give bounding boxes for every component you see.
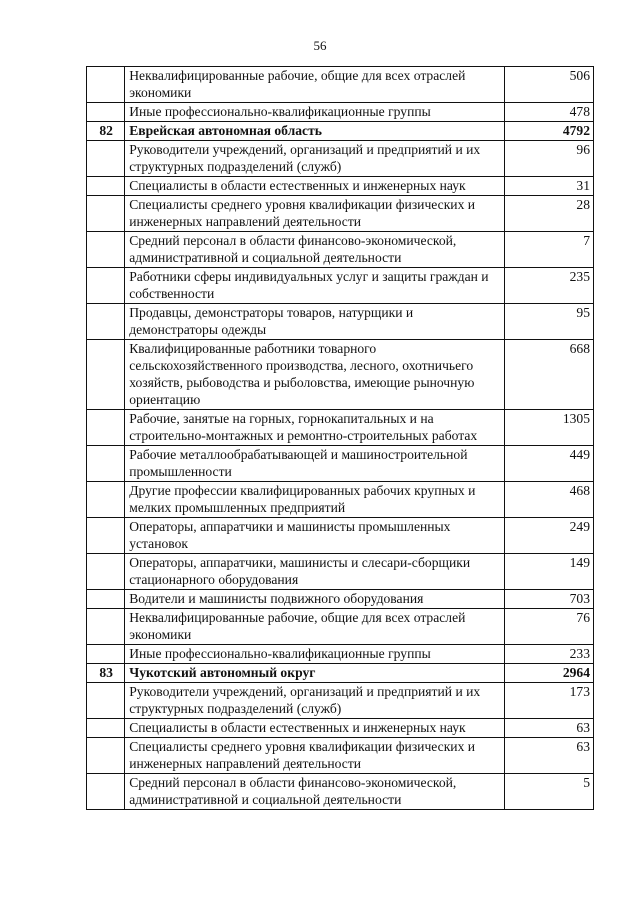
value-cell: 233 [505, 645, 594, 664]
row-number-cell [87, 518, 125, 554]
table-row [87, 446, 594, 482]
occupation-name-cell: Рабочие металлообрабатывающей и машиностроительной промышленности [125, 446, 505, 482]
row-number-cell [87, 304, 125, 340]
value-cell: 63 [505, 719, 594, 738]
row-number-cell: 82 [87, 122, 125, 141]
value-cell: 449 [505, 446, 594, 482]
table-row [87, 554, 594, 590]
table-body [87, 67, 594, 810]
table-row [87, 645, 594, 664]
table-row [87, 774, 594, 810]
occupation-name-cell: Специалисты в области естественных и инженерных наук [125, 719, 505, 738]
occupation-name-cell: Работники сферы индивидуальных услуг и защиты граждан и собственности [125, 268, 505, 304]
occupation-name-cell: Специалисты среднего уровня квалификации физических и инженерных направлений деятельности [125, 196, 505, 232]
table-row [87, 609, 594, 645]
value-cell: 5 [505, 774, 594, 810]
occupation-name-cell: Специалисты среднего уровня квалификации физических и инженерных направлений деятельности [125, 738, 505, 774]
region-row [87, 664, 594, 683]
value-cell: 1305 [505, 410, 594, 446]
table-row [87, 590, 594, 609]
value-cell: 7 [505, 232, 594, 268]
value-cell: 96 [505, 141, 594, 177]
occupation-table [86, 66, 594, 810]
value-cell: 468 [505, 482, 594, 518]
table-row [87, 410, 594, 446]
value-cell: 173 [505, 683, 594, 719]
row-number-cell [87, 177, 125, 196]
occupation-name-cell: Операторы, аппаратчики, машинисты и слесари-сборщики стационарного оборудования [125, 554, 505, 590]
value-cell: 2964 [505, 664, 594, 683]
row-number-cell [87, 554, 125, 590]
value-cell: 235 [505, 268, 594, 304]
row-number-cell [87, 67, 125, 103]
table-row [87, 683, 594, 719]
occupation-name-cell: Иные профессионально-квалификационные группы [125, 645, 505, 664]
occupation-name-cell: Руководители учреждений, организаций и предприятий и их структурных подразделений (служб) [125, 683, 505, 719]
value-cell: 76 [505, 609, 594, 645]
value-cell: 28 [505, 196, 594, 232]
row-number-cell [87, 340, 125, 410]
table-row [87, 232, 594, 268]
occupation-name-cell: Продавцы, демонстраторы товаров, натурщики и демонстраторы одежды [125, 304, 505, 340]
value-cell: 149 [505, 554, 594, 590]
occupation-name-cell: Еврейская автономная область [125, 122, 505, 141]
table-row [87, 67, 594, 103]
row-number-cell [87, 774, 125, 810]
table-row [87, 340, 594, 410]
occupation-name-cell: Иные профессионально-квалификационные группы [125, 103, 505, 122]
occupation-name-cell: Квалифицированные работники товарного сельскохозяйственного производства, лесного, охотничьего хозяйств, рыбоводства и рыболовства, имеющие рыночную ориентацию [125, 340, 505, 410]
row-number-cell [87, 268, 125, 304]
table-row [87, 268, 594, 304]
occupation-name-cell: Неквалифицированные рабочие, общие для всех отраслей экономики [125, 67, 505, 103]
value-cell: 668 [505, 340, 594, 410]
table-row [87, 141, 594, 177]
value-cell: 31 [505, 177, 594, 196]
table-row [87, 304, 594, 340]
row-number-cell [87, 410, 125, 446]
occupation-name-cell: Операторы, аппаратчики и машинисты промышленных установок [125, 518, 505, 554]
row-number-cell [87, 446, 125, 482]
page-number: 56 [313, 38, 327, 53]
row-number-cell [87, 683, 125, 719]
occupation-name-cell: Водители и машинисты подвижного оборудования [125, 590, 505, 609]
row-number-cell [87, 719, 125, 738]
value-cell: 506 [505, 67, 594, 103]
occupation-name-cell: Специалисты в области естественных и инженерных наук [125, 177, 505, 196]
row-number-cell [87, 103, 125, 122]
table-row [87, 177, 594, 196]
row-number-cell [87, 609, 125, 645]
occupation-name-cell: Руководители учреждений, организаций и предприятий и их структурных подразделений (служб) [125, 141, 505, 177]
occupation-name-cell: Неквалифицированные рабочие, общие для всех отраслей экономики [125, 609, 505, 645]
row-number-cell [87, 482, 125, 518]
table-row [87, 518, 594, 554]
value-cell: 703 [505, 590, 594, 609]
occupation-name-cell: Чукотский автономный округ [125, 664, 505, 683]
row-number-cell [87, 232, 125, 268]
region-row [87, 122, 594, 141]
table-row [87, 103, 594, 122]
table-row [87, 482, 594, 518]
table-row [87, 196, 594, 232]
row-number-cell [87, 738, 125, 774]
row-number-cell [87, 645, 125, 664]
row-number-cell [87, 141, 125, 177]
occupation-name-cell: Средний персонал в области финансово-экономической, административной и социальной деятельности [125, 232, 505, 268]
value-cell: 95 [505, 304, 594, 340]
value-cell: 4792 [505, 122, 594, 141]
row-number-cell [87, 590, 125, 609]
row-number-cell: 83 [87, 664, 125, 683]
occupation-name-cell: Другие профессии квалифицированных рабочих крупных и мелких промышленных предприятий [125, 482, 505, 518]
occupation-name-cell: Средний персонал в области финансово-экономической, административной и социальной деятельности [125, 774, 505, 810]
table-row [87, 738, 594, 774]
row-number-cell [87, 196, 125, 232]
occupation-name-cell: Рабочие, занятые на горных, горнокапитальных и на строительно-монтажных и ремонтно-строительных работах [125, 410, 505, 446]
value-cell: 478 [505, 103, 594, 122]
value-cell: 63 [505, 738, 594, 774]
table-row [87, 719, 594, 738]
value-cell: 249 [505, 518, 594, 554]
